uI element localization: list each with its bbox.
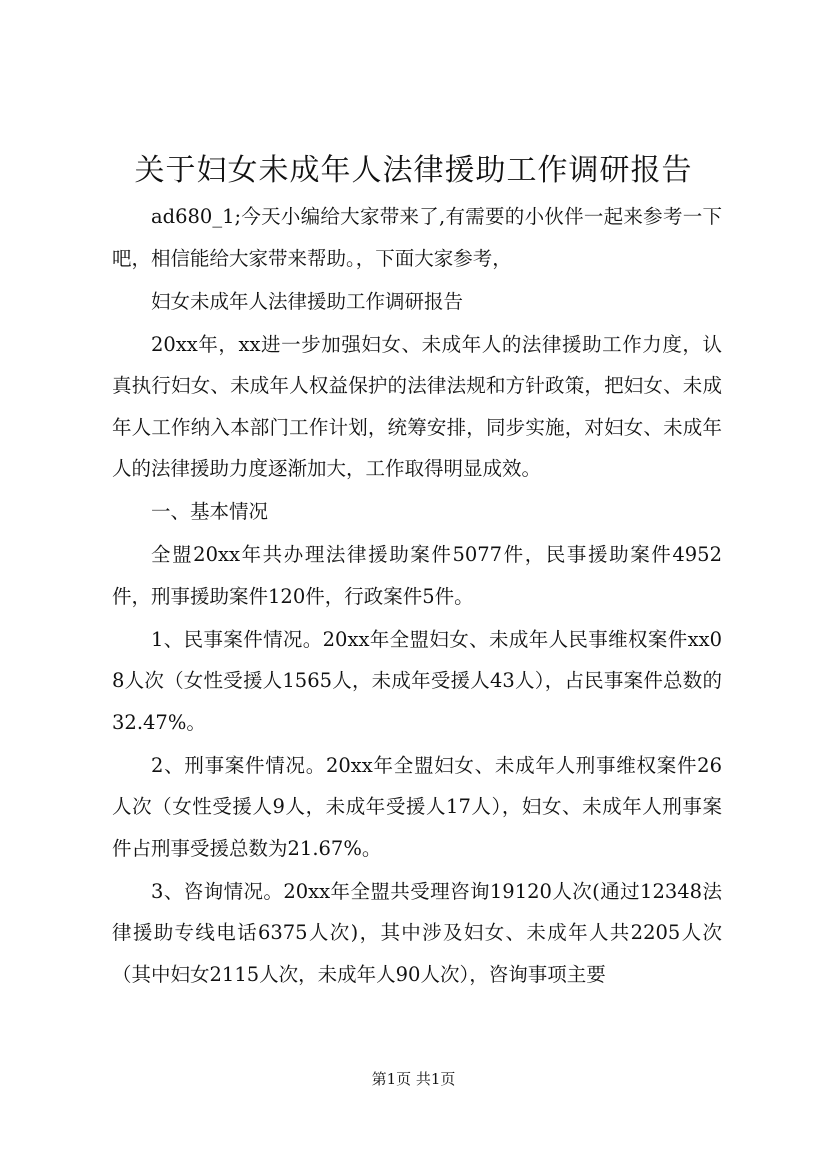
civil-cases-paragraph: 1、民事案件情况。20xx年全盟妇女、未成年人民事维权案件xx08人次（女性受援人1565人，未成年受援人43人），占民事案件总数的32.47%。 bbox=[112, 627, 722, 734]
intro-paragraph: ad680_1;今天小编给大家带来了,有需要的小伙伴一起来参考一下吧，相信能给大家带来帮助。，下面大家参考， bbox=[112, 205, 722, 270]
consultation-paragraph: 3、咨询情况。20xx年全盟共受理咨询19120人次(通过12348法律援助专线电话6375人次)，其中涉及妇女、未成年人共2205人次（其中妇女2115人次，未成年人90人次），咨询事项主要 bbox=[112, 879, 722, 986]
page-number-footer: 第1页 共1页 bbox=[371, 1070, 456, 1088]
document-body bbox=[112, 196, 722, 995]
document-title: 关于妇女未成年人法律援助工作调研报告 bbox=[134, 153, 693, 188]
cases-summary-paragraph: 全盟20xx年共办理法律援助案件5077件，民事援助案件4952件，刑事援助案件120件，行政案件5件。 bbox=[112, 543, 722, 608]
report-subtitle: 妇女未成年人法律援助工作调研报告 bbox=[151, 289, 464, 313]
criminal-cases-paragraph: 2、刑事案件情况。20xx年全盟妇女、未成年人刑事维权案件26人次（女性受援人9人，未成年受援人17人），妇女、未成年人刑事案件占刑事受援总数为21.67%。 bbox=[112, 753, 722, 860]
overview-paragraph: 20xx年，xx进一步加强妇女、未成年人的法律援助工作力度，认真执行妇女、未成年人权益保护的法律法规和方针政策，把妇女、未成年人工作纳入本部门工作计划，统筹安排，同步实施，对妇女、未成年人的法律援助力度逐渐加大，工作取得明显成效。 bbox=[112, 332, 722, 480]
section-heading-basic: 一、基本情况 bbox=[151, 500, 269, 523]
